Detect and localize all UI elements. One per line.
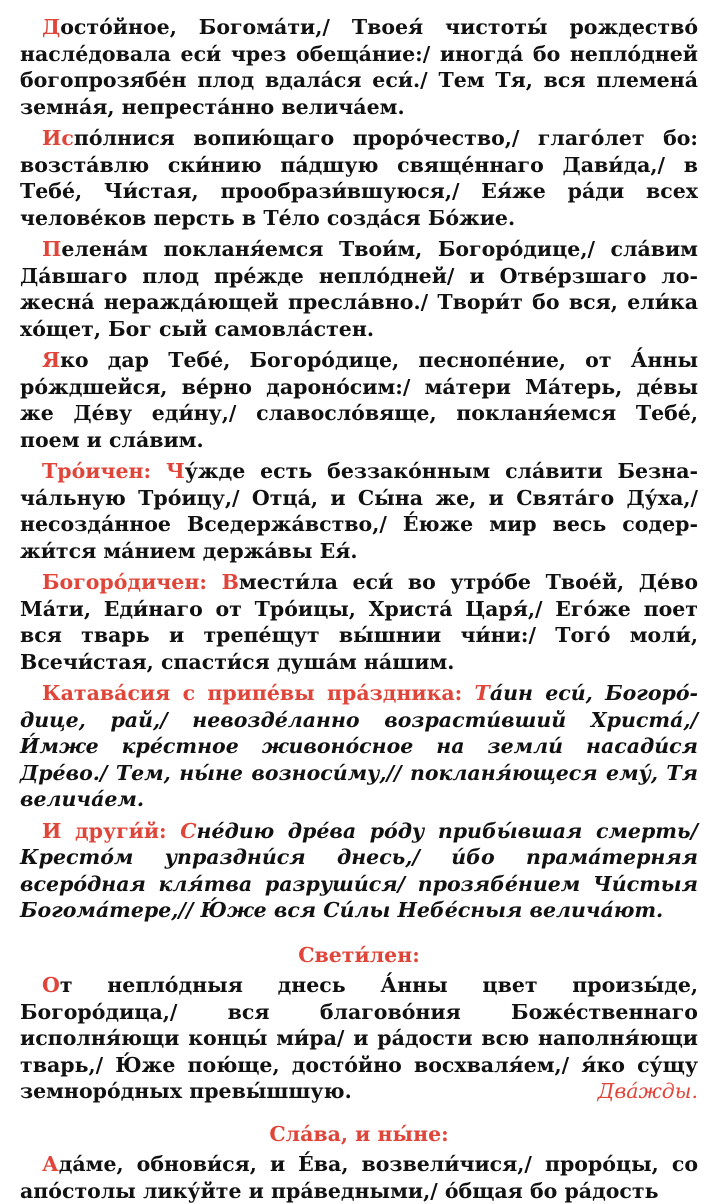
drop-initial: Я [42,348,61,372]
slava-text: да́ме, обнови́ся, и Е́ва, возвели́чися,/ проро́цы, со апо́столы лику́йте и пра́ведными,/ о́бщая бо ра́дость [20,1152,698,1203]
drugiy-text: не́дию дре́ва ро́ду прибы́вшая смерть/ Кресто́м упраздни́ся днесь,/ и́бо прама́терняя всеро́дная кля́тва разруши́ся/ прозябе́нием Чи́стыя Богома́тере,// Ю́же вся Си́лы Небе́сныя велича́ют. [20,818,698,922]
katavasia-label: Катава́сия с припе́вы пра́здника: [42,681,475,705]
drop-initial: Т [474,681,490,705]
katavasia-paragraph [20,680,698,813]
drop-initial: О [42,973,60,997]
troichen-label: Тро́ичен: [42,459,166,483]
paragraph-3 [20,236,698,342]
slava-heading: Сла́ва, и ны́не: [269,1121,449,1146]
bogorodichen-text: мести́ла еси́ во утро́бе Твое́й, Де́во Ма́ти, Еди́наго от Тро́ицы, Христа́ Царя́,/ Его́же поет вся тварь и трепе́щут вы́шнии чи́ни:/ Того́ моли́, Всечи́стая, спасти́ся душа́м на́шим. [20,570,698,674]
drugiy-label: И други́й: [42,818,181,843]
drop-initial: С [180,818,197,843]
paragraph-text: по́лнися вопию́щаго проро́чество,/ глаго́лет бо: возста́влю ски́нию па́дшую свяще́ннаго Дави́да,/ в Тебе́, Чи́стая, прообрази́вшуюся,/ Ея́же ра́ди всех челове́ков персть в Те́ло созда́ся Бо́жие. [20,126,698,230]
paragraph-1 [20,14,698,120]
troichen-text: у́жде есть беззако́нным сла́вити Безнача́льную Тро́ицу,/ Отца́, и Сы́на же, и Свята́го Ду́ха,/ несозда́нное Вседержа́вство,/ Е́юже мир весь содержи́тся ма́нием держа́вы Ея́. [20,459,698,563]
slava-paragraph [20,1151,698,1204]
paragraph-text: ко дар Тебе́, Богоро́дице, песнопе́ние, от А́нны ро́ждшейся, ве́рно дароно́сим:/ ма́тери Ма́терь, де́вы же Де́ву еди́ну,/ славосло́вяще, покланя́емся Тебе́, поем и сла́вим. [20,348,698,452]
drop-initial: В [221,570,239,594]
paragraph-text: осто́йное, Богома́ти,/ Твоея́ чистоты́ рождество́ насле́довала еси́ чрез обеща́ние:/ иногда́ бо непло́дней богопрозябе́н плод вдала́ся еси́./ Тем Тя, вся племена́ земна́я, непреста́нно велича́ем. [20,15,698,119]
svetilen-heading: Свети́лен: [298,942,420,967]
katavasia-text: а́ин еси́, Богоро́дице, рай,/ невозде́ланно возрасти́вший Христа́,/ И́мже кре́стное живоно́сное на земли́ насади́ся Дре́во./ Тем, ны́не возноси́му,// покланя́ющеся ему́, Тя велича́ем. [20,681,699,811]
bogorodichen-paragraph [20,569,698,675]
drop-initial: Д [42,15,61,39]
paragraph-text: елена́м покланя́емся Твои́м, Богоро́дице,/ сла́вим Да́вшаго плод пре́жде непло́дней/ и Отве́рзшаго ложесна́ неражда́ющей пресла́вно./ Твори́т бо вся, ели́ка хо́щет, Бог сый самовла́стен. [20,237,698,341]
svetilen-text: т непло́дныя днесь А́нны цвет произы́де, Богоро́дица,/ вся благово́ния Боже́ственнаго исполня́ющи концы́ ми́ра/ и ра́дости всю наполня́ющи тварь,/ Ю́же пою́ще, досто́йно восхваля́ем,/ я́ко су́щу земноро́дных превы́шшую. [20,973,698,1103]
drop-initial: А [42,1152,59,1176]
svetilen-paragraph [20,972,698,1105]
paragraph-4 [20,347,698,453]
paragraph-2 [20,125,698,231]
bogorodichen-label: Богоро́дичен: [42,570,222,594]
drop-initial: Ч [165,459,185,483]
drop-initial: П [42,237,62,261]
repeat-note: Два́жды. [597,1079,698,1103]
troichen-paragraph [20,458,698,564]
drop-initial: Ис [42,126,74,150]
drugiy-paragraph [20,818,698,924]
